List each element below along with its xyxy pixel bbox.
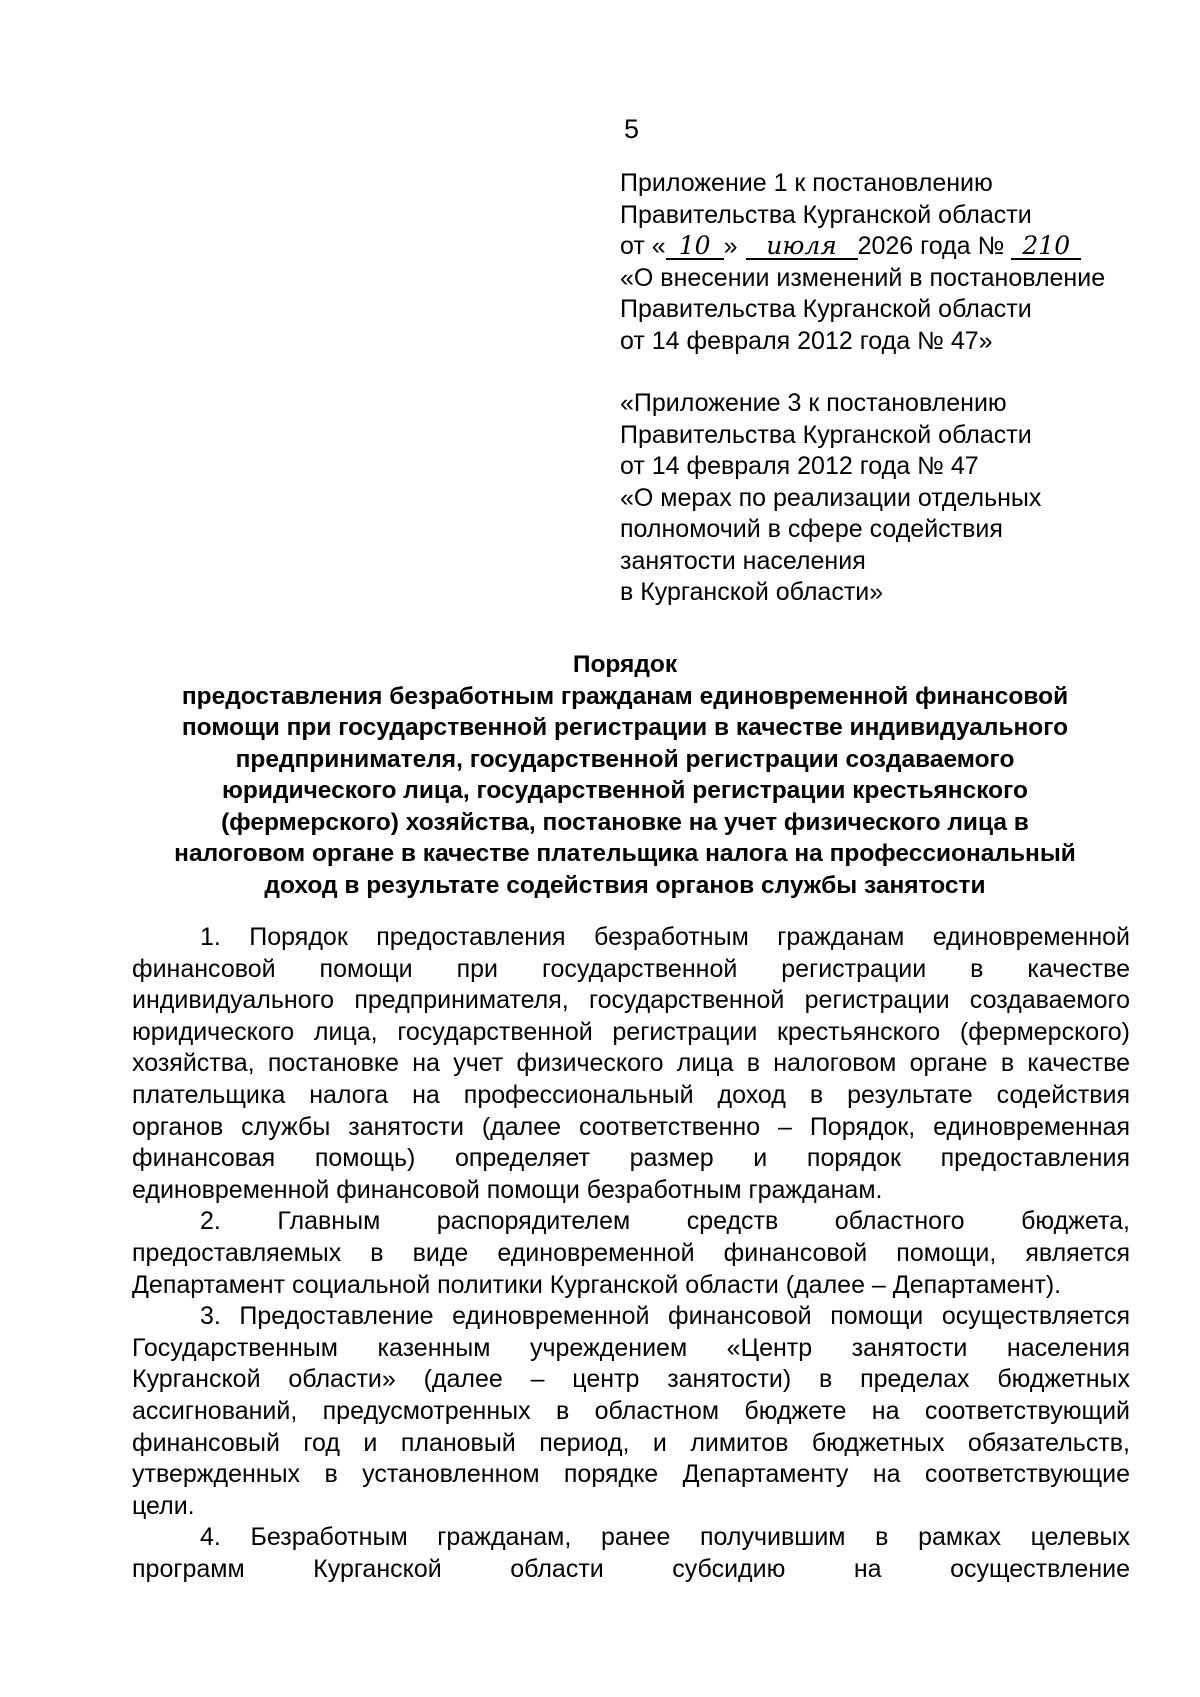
paragraph-3-line: 3. Предоставление единовременной финансовой помощи осуществляется xyxy=(200,1302,1130,1331)
paragraph-3-line: цели. xyxy=(132,1491,195,1520)
appendix-quote-line: от 14 февраля 2012 года № 47 xyxy=(620,452,979,480)
paragraph-3-line: финансовый год и плановый период, и лимитов бюджетных обязательств, xyxy=(132,1428,1130,1457)
page-number: 5 xyxy=(624,114,640,144)
appendix-line: Правительства Курганской области xyxy=(620,200,1032,229)
paragraph-1-line: юридического лица, государственной регистрации крестьянского (фермерского) xyxy=(132,1017,1130,1046)
appendix-line: «О внесении изменений в постановление xyxy=(620,263,1106,292)
title-line: доход в результате содействия органов службы занятости xyxy=(264,871,986,899)
paragraph-1-line: финансовая помощь) определяет размер и порядок предоставления xyxy=(132,1144,1130,1173)
appendix-line: от 14 февраля 2012 года № 47» xyxy=(620,326,993,355)
title-heading: Порядок xyxy=(572,651,678,678)
paragraph-3-line: Курганской области» (далее – центр занятости) в пределах бюджетных xyxy=(132,1365,1130,1394)
date-year: 2026 года № xyxy=(857,232,1005,260)
document-title xyxy=(136,649,1114,901)
paragraph-2-line: Департамент социальной политики Курганской области (далее – Департамент). xyxy=(132,1270,1062,1299)
title-line: предпринимателя, государственной регистрации создаваемого xyxy=(235,745,1015,773)
paragraph-1-line: хозяйства, постановке на учет физического лица в налоговом органе в качестве xyxy=(132,1049,1130,1078)
title-line: налоговом органе в качестве плательщика налога на профессиональный xyxy=(174,840,1076,867)
appendix-quote-line: полномочий в сфере содействия xyxy=(620,515,1003,543)
title-line: помощи при государственной регистрации в качестве индивидуального xyxy=(181,714,1069,741)
appendix-quote-line: «О мерах по реализации отдельных xyxy=(620,483,1042,512)
document-body xyxy=(132,922,1130,1585)
paragraph-3-line: Государственным казенным учреждением «Центр занятости населения xyxy=(132,1333,1130,1362)
appendix-line: Правительства Курганской области xyxy=(620,295,1032,323)
appendix-quote-line: Правительства Курганской области xyxy=(620,420,1032,449)
appendix-quote-line: занятости населения xyxy=(620,546,866,575)
appendix-quote-line: в Курганской области» xyxy=(620,578,884,606)
paragraph-1-line: индивидуального предпринимателя, государственной регистрации создаваемого xyxy=(132,986,1130,1015)
paragraph-1-line: плательщика налога на профессиональный доход в результате содействия xyxy=(132,1080,1130,1109)
paragraph-3-line: ассигнований, предусмотренных в областном бюджете на соответствующий xyxy=(132,1396,1130,1425)
paragraph-4-line: программ Курганской области субсидию на осуществление xyxy=(132,1554,1130,1583)
paragraph-1-line: 1. Порядок предоставления безработным гражданам единовременной xyxy=(200,923,1130,951)
paragraph-1-line: органов службы занятости (далее соответственно – Порядок, единовременная xyxy=(132,1112,1130,1141)
title-line: предоставления безработным гражданам единовременной финансовой xyxy=(181,682,1069,710)
title-line: (фермерского) хозяйства, постановке на учет физического лица в xyxy=(221,808,1029,836)
handwritten-number: 210 xyxy=(1011,234,1081,260)
date-prefix: от « xyxy=(620,232,666,260)
paragraph-4-line: 4. Безработным гражданам, ранее получившим в рамках целевых xyxy=(200,1523,1130,1552)
appendix-date-line xyxy=(620,231,1180,263)
handwritten-month: июля xyxy=(746,234,858,260)
paragraph-1-line: финансовой помощи при государственной регистрации в качестве xyxy=(132,954,1130,983)
paragraph-2-line: 2. Главным распорядителем средств областного бюджета, xyxy=(200,1207,1130,1236)
date-mid: » xyxy=(723,232,738,260)
appendix-block xyxy=(620,168,1180,609)
paragraph-2-line: предоставляемых в виде единовременной финансовой помощи, является xyxy=(132,1238,1130,1267)
paragraph-3-line: утвержденных в установленном порядке Департаменту на соответствующие xyxy=(132,1460,1130,1489)
appendix-line: Приложение 1 к постановлению xyxy=(620,169,993,197)
title-line: юридического лица, государственной регистрации крестьянского xyxy=(222,777,1028,804)
appendix-quote-line: «Приложение 3 к постановлению xyxy=(620,389,1007,417)
paragraph-1-line: единовременной финансовой помощи безработным гражданам. xyxy=(132,1175,883,1204)
handwritten-day: 10 xyxy=(666,234,724,260)
